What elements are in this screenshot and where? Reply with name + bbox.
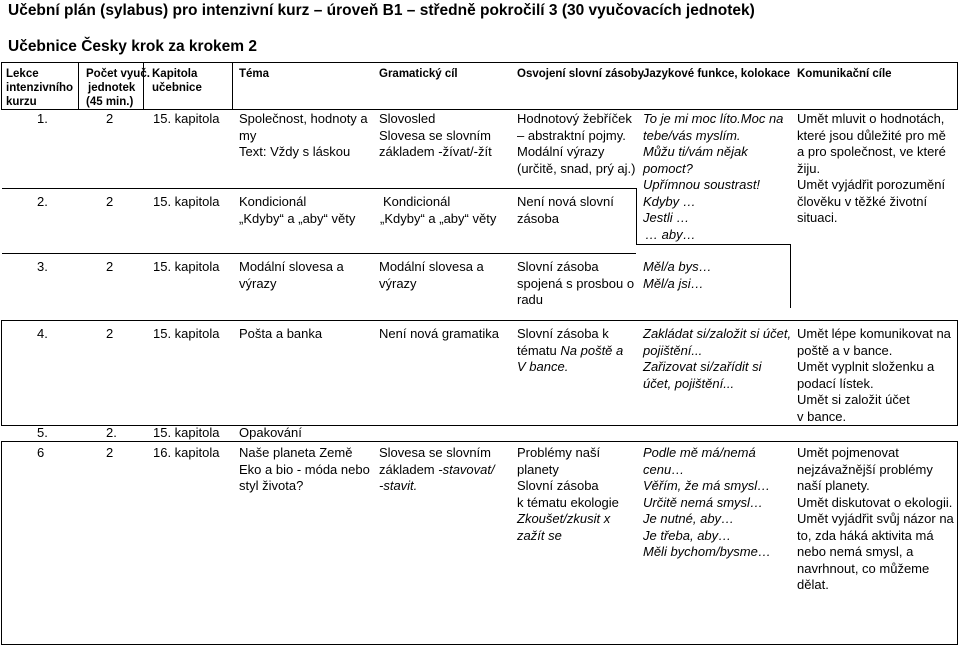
row2-kapitola: 15. kapitola [153, 194, 220, 209]
row1-slovni: Hodnotový žebříček – abstraktní pojmy. Modální výrazy (určitě, snad, prý aj.) [517, 111, 636, 176]
textbook-subtitle: Učebnice Česky krok za krokem 2 [8, 38, 257, 55]
row6-kapitola: 16. kapitola [153, 445, 220, 460]
row4-funkce: Zakládat si/založit si účet, pojištění... Zařizovat si/zařídit si účet, pojištění... [643, 326, 792, 391]
row3-tema: Modální slovesa a výrazy [239, 259, 344, 291]
row1-gram: Slovosled Slovesa se slovním základem -žívat/-žít [379, 111, 492, 159]
header-divider [232, 62, 233, 110]
header-gram: Gramatický cíl [379, 68, 458, 80]
row6-funkce: Podle mě má/nemá cenu… Věřím, že má smysl… Určitě nemá smysl… Je nutné, aby… Je třeba, aby… Měli bychom/bysme… [643, 445, 771, 559]
row6-pocet: 2 [106, 445, 114, 460]
header-divider [78, 62, 79, 110]
row2-slovni: Není nová slovní zásoba [517, 194, 614, 226]
document-title: Učební plán (sylabus) pro intenzivní kurz – úroveň B1 – středně pokročilí 3 (30 vyučovacích jednotek) [8, 2, 755, 19]
row4-tema: Pošta a banka [239, 326, 323, 341]
row2-gram: Kondicionál „Kdyby“ a „aby“ věty [380, 194, 497, 226]
row5-kapitola: 15. kapitola [153, 425, 220, 440]
row6-slovni: Problémy naší planety Slovní zásoba k tématu ekologie Zkoušet/zkusit x zažít se [517, 445, 619, 543]
header-kom: Komunikační cíle [797, 68, 892, 80]
row5-tema: Opakování [239, 425, 302, 440]
row3-slovni: Slovní zásoba spojená s prosbou o radu [517, 259, 635, 307]
cell-border [790, 244, 791, 308]
row1-lekce: 1. [37, 111, 48, 126]
row2-lekce: 2. [37, 194, 48, 209]
row2-tema: Kondicionál „Kdyby“ a „aby“ věty [239, 194, 356, 226]
cell-border [636, 188, 637, 244]
row-divider [2, 188, 636, 189]
row4-gram: Není nová gramatika [379, 326, 499, 341]
row3-lekce: 3. [37, 259, 48, 274]
row4-kapitola: 15. kapitola [153, 326, 220, 341]
row6-tema: Naše planeta Země Eko a bio - móda nebo styl života? [239, 445, 370, 493]
row4-kom: Umět lépe komunikovat na poště a v bance. Umět vyplnit složenku a podací lístek. Umět si založit účet v bance. [797, 326, 951, 424]
row4-lekce: 4. [37, 326, 48, 341]
header-lekce: Lekce intenzivního kurzu [6, 68, 74, 108]
header-slovni: Osvojení slovní zásoby [517, 68, 645, 80]
row3-funkce: Měl/a bys… Měl/a jsi… [643, 259, 712, 291]
row6-lekce: 6 [37, 445, 45, 460]
row6-gram: Slovesa se slovním základem -stavovat/ -stavit. [379, 445, 495, 493]
row5-pocet: 2. [106, 425, 117, 440]
row6-kom: Umět pojmenovat nejzávažnější problémy naší planety. Umět diskutovat o ekologii. Umět vyjádřit svůj názor na to, zda háká aktivita má nebo nemá smysl, a navrhnout, co můžeme dělat. [797, 445, 954, 592]
header-pocet: Počet vyuč. jednotek (45 min.) [86, 68, 150, 108]
row12-funkce: To je mi moc líto.Moc na tebe/vás myslím. Můžu ti/vám nějak pomoct? Upřímnou soustrast! Kdyby … Jestli … … aby… [643, 111, 784, 242]
row4-pocet: 2 [106, 326, 114, 341]
row3-pocet: 2 [106, 259, 114, 274]
row2-pocet: 2 [106, 194, 114, 209]
cell-border [636, 244, 791, 245]
row5-lekce: 5. [37, 425, 48, 440]
row1-kapitola: 15. kapitola [153, 111, 220, 126]
row3-gram: Modální slovesa a výrazy [379, 259, 484, 291]
header-tema: Téma [239, 68, 270, 80]
header-funkce: Jazykové funkce, kolokace [643, 68, 791, 80]
row1-tema: Společnost, hodnoty a my Text: Vždy s láskou [239, 111, 368, 159]
row3-kapitola: 15. kapitola [153, 259, 220, 274]
row-divider [2, 253, 636, 254]
row4-slovni: Slovní zásoba k tématu Na poště a V bance. [517, 326, 624, 374]
row123-kom: Umět mluvit o hodnotách, které jsou důležité pro mě a pro společnost, ve které žiju. Umět vyjádřit porozumění člověku v těžké životní situaci. [797, 111, 946, 225]
header-kapitola: Kapitola učebnice [152, 68, 202, 94]
row1-pocet: 2 [106, 111, 114, 126]
